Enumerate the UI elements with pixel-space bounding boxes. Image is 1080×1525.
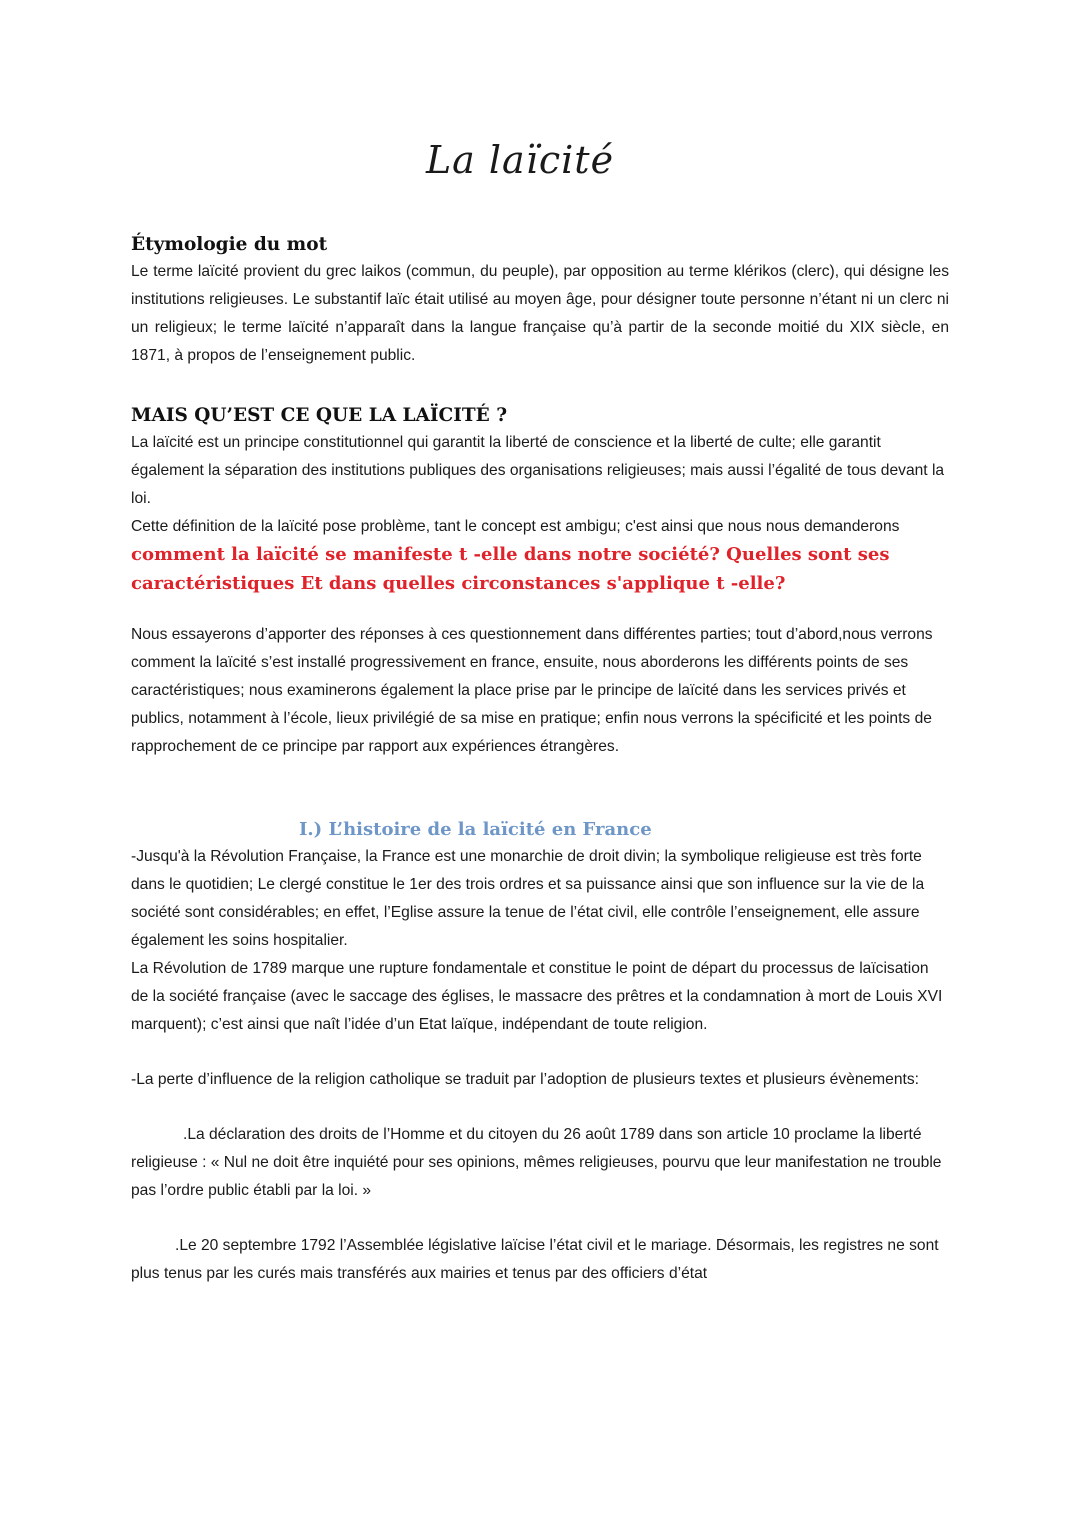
history-paragraph-4: .La déclaration des droits de l’Homme et du citoyen du 26 août 1789 dans son article 10 proclame la liberté religieuse : « Nul ne doit être inquiété pour ses opinions, mêmes religieuses, pourvu que leur manifestation ne trouble pas l’ordre public établi par la loi. » bbox=[131, 1126, 942, 1199]
plan-section bbox=[131, 621, 949, 761]
etymology-section bbox=[131, 232, 949, 370]
etymology-paragraph: Le terme laïcité provient du grec laikos (commun, du peuple), par opposition au terme klérikos (clerc), qui désigne les institutions religieuses. Le substantif laïc était utilisé au moyen âge, pour désigner toute personne n’étant ni un clerc ni un religieux; le terme laïcité n’apparaît dans la langue française qu’à partir de la seconde moitié du XIX siècle, en 1871, à propos de l’enseignement public. bbox=[131, 263, 949, 364]
history-paragraph-1: -Jusqu'à la Révolution Française, la France est une monarchie de droit divin; la symbolique religieuse est très forte dans le quotidien; Le clergé constitue le 1er des trois ordres et sa puissance ainsi que son influence sur la vie de la société sont considérables; en effet, l’Eglise assure la tenue de l’état civil, elle contrôle l’enseignement, elle assure également les soins hospitalier. bbox=[131, 848, 925, 949]
etymology-heading: Étymologie du mot bbox=[131, 234, 328, 255]
problematic-lead: Cette définition de la laïcité pose problème, tant le concept est ambigu; c'est ainsi que nous nous demanderons bbox=[131, 518, 900, 535]
history-paragraph-3: -La perte d’influence de la religion catholique se traduit par l’adoption de plusieurs textes et plusieurs évènements: bbox=[131, 1071, 919, 1088]
section-heading-history: I.) L’histoire de la laïcité en France bbox=[299, 819, 652, 840]
definition-paragraph: La laïcité est un principe constitutionnel qui garantit la liberté de conscience et la liberté de culte; elle garantit également la séparation des institutions publiques des organisations religieuses; mais aussi l’égalité de tous devant la loi. bbox=[131, 434, 945, 507]
definition-heading: MAIS QU’EST CE QUE LA LAÏCITÉ ? bbox=[131, 405, 508, 426]
plan-paragraph: Nous essayerons d’apporter des réponses à ces questionnement dans différentes parties; tout d’abord,nous verrons comment la laïcité s’est installé progressivement en france, ensuite, nous aborderons les différents points de ses caractéristiques; nous examinerons également la place prise par le principe de laïcité dans les services privés et publics, notamment à l’école, lieux privilégié de sa mise en pratique; enfin nous verrons la spécificité et les points de rapprochement de ce principe par rapport aux expériences étrangères. bbox=[131, 626, 933, 755]
history-section bbox=[131, 817, 949, 1288]
document-title: La laïcité bbox=[425, 138, 615, 182]
problematic-question: comment la laïcité se manifeste t -elle dans notre société? Quelles sont ses caractéristiques Et dans quelles circonstances s'applique t -elle? bbox=[131, 544, 890, 594]
definition-section bbox=[131, 403, 949, 599]
problematic-paragraph bbox=[131, 513, 949, 599]
history-paragraph-2: La Révolution de 1789 marque une rupture fondamentale et constitue le point de départ du processus de laïcisation de la société française (avec le saccage des églises, le massacre des prêtres et la condamnation à mort de Louis XVI marquent); c’est ainsi que naît l’idée d’un Etat laïque, indépendant de toute religion. bbox=[131, 960, 943, 1033]
history-paragraph-5: .Le 20 septembre 1792 l’Assemblée législative laïcise l’état civil et le mariage. Désormais, les registres ne sont plus tenus par les curés mais transférés aux mairies et tenus par des officiers d’état bbox=[131, 1237, 939, 1282]
